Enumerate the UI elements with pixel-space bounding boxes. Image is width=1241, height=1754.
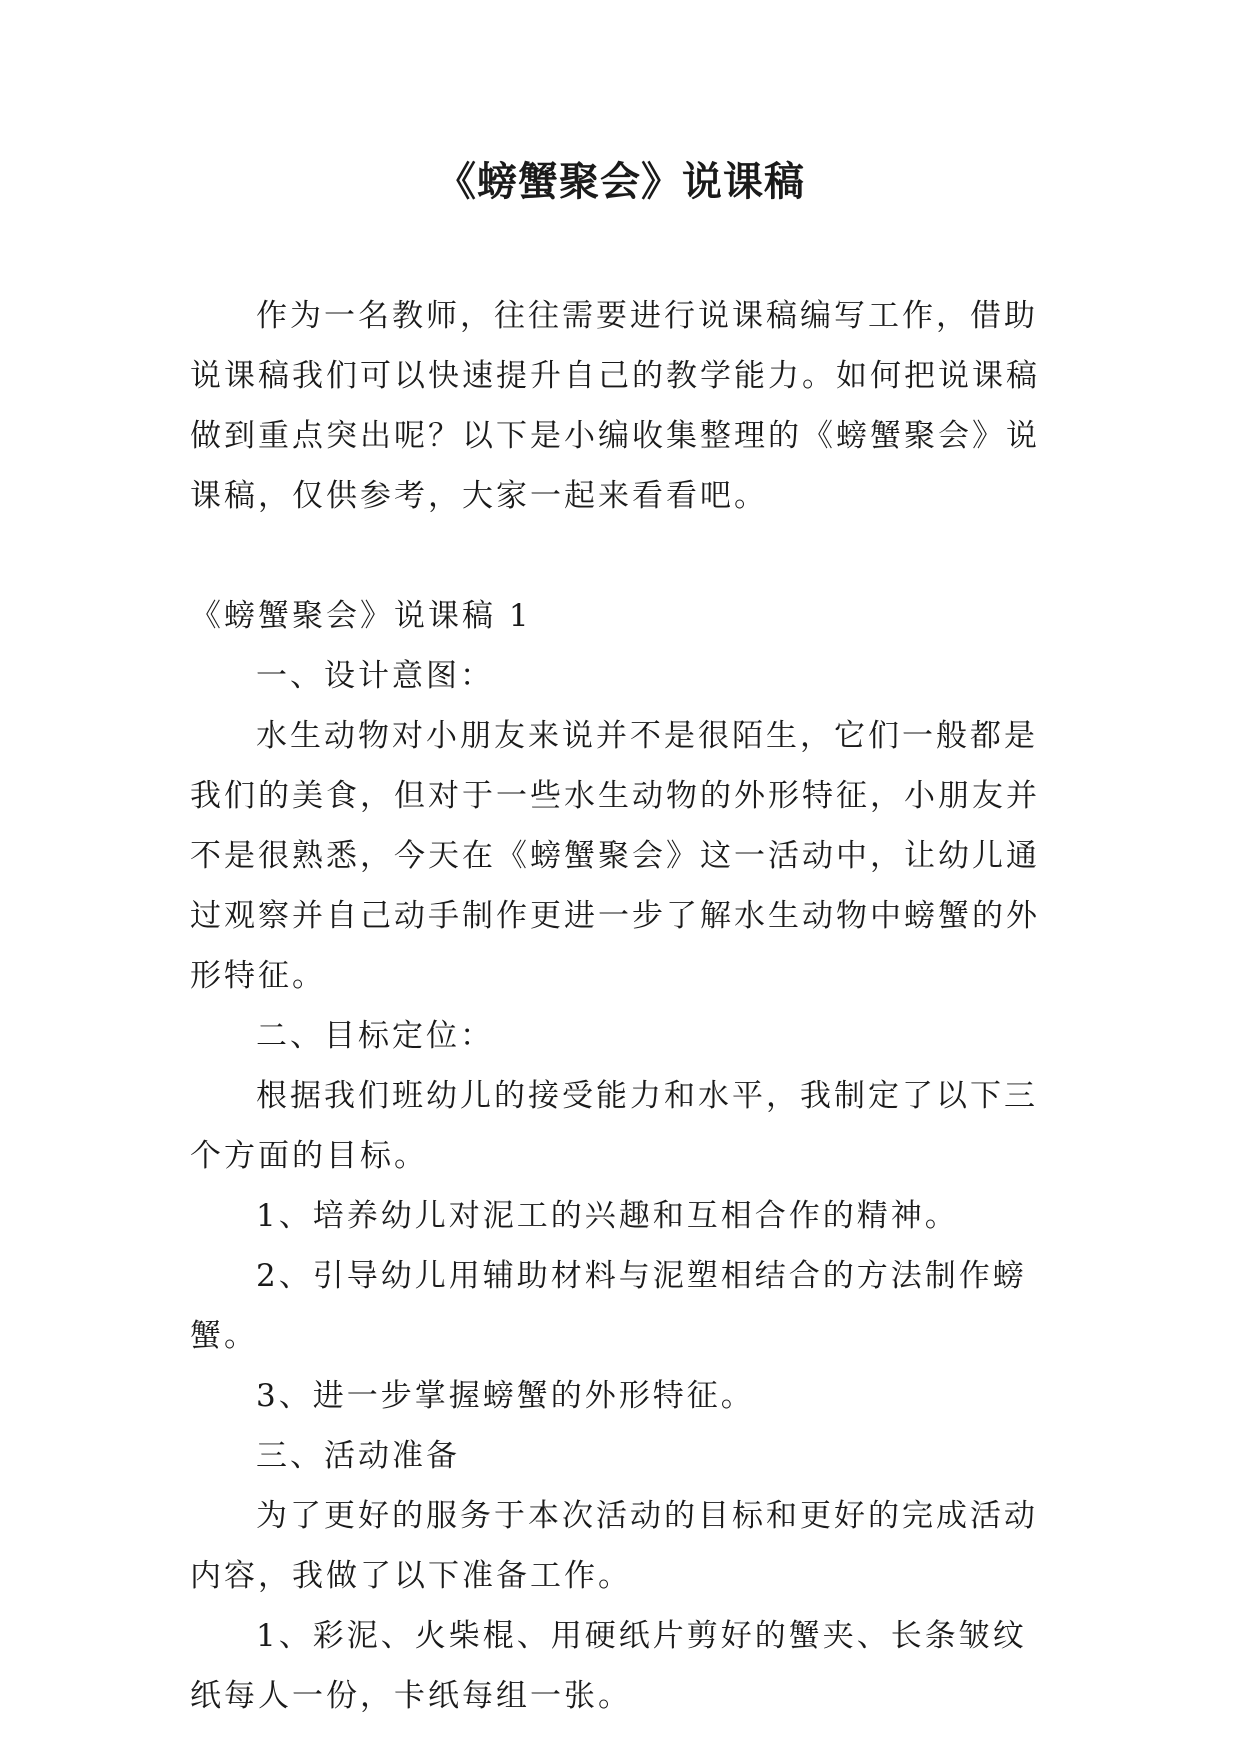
goal-item-3: 3、进一步掌握螃蟹的外形特征。 (256, 1378, 755, 1414)
preparation-item-1: 1、彩泥、火柴棍、用硬纸片剪好的蟹夹、长条皱纹纸每人一份，卡纸每组一张。 (190, 1618, 1027, 1714)
section-title: 《螃蟹聚会》说课稿 1 (190, 598, 532, 634)
intro-paragraph: 作为一名教师，往往需要进行说课稿编写工作，借助说课稿我们可以快速提升自己的教学能力。如何把说课稿做到重点突出呢？以下是小编收集整理的《螃蟹聚会》说课稿，仅供参考，大家一起来看看吧。 (190, 298, 1040, 514)
design-intent-paragraph: 水生动物对小朋友来说并不是很陌生，它们一般都是我们的美食，但对于一些水生动物的外形特征，小朋友并不是很熟悉，今天在《螃蟹聚会》这一活动中，让幼儿通过观察并自己动手制作更进一步了解水生动物中螃蟹的外形特征。 (190, 718, 1040, 994)
heading-preparation: 三、活动准备 (256, 1438, 460, 1474)
document-body (190, 286, 1058, 1726)
heading-design-intent: 一、设计意图： (256, 658, 494, 694)
preparation-paragraph: 为了更好的服务于本次活动的目标和更好的完成活动内容，我做了以下准备工作。 (190, 1498, 1038, 1594)
goals-paragraph: 根据我们班幼儿的接受能力和水平，我制定了以下三个方面的目标。 (190, 1078, 1038, 1174)
heading-goals: 二、目标定位： (256, 1018, 494, 1054)
goal-item-2: 2、引导幼儿用辅助材料与泥塑相结合的方法制作螃蟹。 (190, 1258, 1027, 1354)
goal-item-1: 1、培养幼儿对泥工的兴趣和互相合作的精神。 (256, 1198, 959, 1234)
document-title: 《螃蟹聚会》说课稿 (436, 158, 805, 205)
